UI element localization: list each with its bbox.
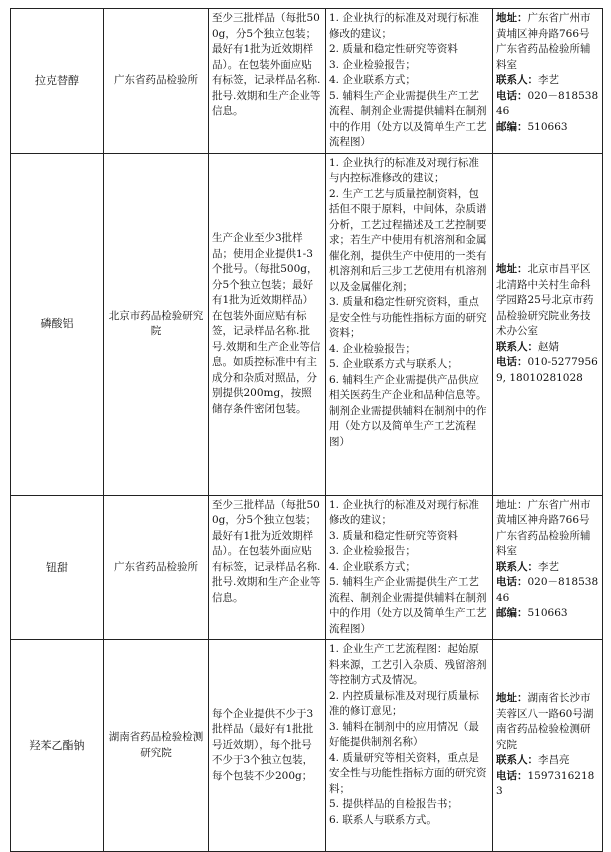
- phone-label: 电话：: [496, 769, 528, 782]
- table-row: [11, 640, 603, 852]
- table-row: [11, 153, 603, 495]
- submission-items: [326, 495, 493, 640]
- person-label: 联系人：: [496, 74, 538, 86]
- list-item: 1. 企业执行的标准及对现行标准修改的建议；: [329, 12, 479, 40]
- sample-requirements: 至少三批样品（每批500g，分5个独立包装；最好有1批为近效期样品）。在包装外面应贴有标签，记录样品名称.批号.效期和生产企业等信息。: [209, 9, 326, 154]
- list-item: 1. 企业执行的标准及对现行标准与内控标准修改的建议；: [329, 156, 479, 184]
- phone-label: 电话：: [496, 89, 528, 102]
- address-label: 地址：: [496, 263, 528, 275]
- table-row: [11, 9, 603, 154]
- drug-name: 钮甜: [11, 495, 104, 640]
- address: 湖南省长沙市芙蓉区八一路60号湖南省药品检验检测研究院: [496, 692, 594, 751]
- drug-name: 羟苯乙酯钠: [11, 640, 104, 852]
- list-item: 1. 企业执行的标准及对现行标准修改的建议；: [329, 498, 479, 526]
- contact-info: [493, 495, 603, 640]
- sample-requirements: 每个企业提供不少于3批样品（最好有1批批号近效期），每个批号不少于3个独立包装，每个包装不少200g；: [209, 640, 326, 852]
- address-label: 地址：: [496, 12, 528, 24]
- contact-info: [493, 640, 603, 852]
- submission-items: [326, 640, 493, 852]
- postcode: 510663: [527, 607, 568, 619]
- sample-requirements: 至少三批样品（每批500g，分5个独立包装；最好有1批为近效期样品）。在包装外面应贴有标签，记录样品名称.批号.效期和生产企业等信息。: [209, 495, 326, 640]
- person-label: 联系人：: [496, 340, 538, 353]
- contact-person: 李艺: [538, 560, 559, 573]
- list-item: 6. 联系人与联系方式。: [329, 813, 437, 826]
- drug-name: 磷酸铝: [11, 153, 104, 495]
- post-label: 邮编：: [496, 120, 528, 133]
- address: 广东省广州市黄埔区神舟路766号广东省药品检验所辅料室: [496, 12, 591, 71]
- contact-info: [493, 9, 603, 154]
- phone: 15973162183: [496, 769, 595, 798]
- phone-label: 电话：: [496, 356, 528, 368]
- institute-name: 北京市药品检验研究院: [104, 153, 209, 495]
- post-label: 邮编：: [496, 607, 528, 619]
- institute-name: 广东省药品检验所: [104, 495, 209, 640]
- contact-info: [493, 153, 603, 495]
- submission-items: [326, 9, 493, 154]
- contact-person: 赵婧: [538, 340, 559, 353]
- phone-label: 电话：: [496, 576, 528, 588]
- list-item: 5. 辅料生产企业需提供生产工艺流程、制剂企业需提供辅料在制剂中的作用（处方以及简单生产工艺流程图）: [329, 89, 487, 148]
- contact-person: 李昌亮: [538, 754, 570, 767]
- list-item: 5. 辅料生产企业需提供生产工艺流程、制剂企业需提供辅料在制剂中的作用（处方以及简单生产工艺流程图）: [329, 576, 487, 635]
- phone: 020－81853846: [496, 576, 599, 604]
- phone: 020－81853846: [496, 89, 599, 117]
- list-item: 5. 企业联系方式与联系人；: [329, 358, 458, 370]
- list-item: 6. 辅料生产企业需提供产品供应相关医药生产企业和品种信息等。制剂企业需提供辅料在制剂中的作用（处方以及简单生产工艺流程图）: [329, 373, 487, 448]
- list-item: 2. 质量和稳定性研究等资料: [329, 43, 458, 55]
- list-item: 3. 质量和稳定性研究资料，重点是安全性与功能性指标方面的研究资料；: [329, 296, 487, 339]
- institute-name: 广东省药品检验所: [104, 9, 209, 154]
- person-label: 联系人：: [496, 560, 538, 573]
- list-item: 4. 质量研究等相关资料，重点是安全性与功能性指标方面的研究资料；: [329, 751, 487, 795]
- list-item: 1. 企业生产工艺流程图：起始原料来源，工艺引入杂质、残留溶剂等控制方式及情况。: [329, 643, 487, 686]
- phone: 010-52779569, 18010281028: [496, 356, 598, 384]
- list-item: 3. 企业检验报告；: [329, 545, 416, 557]
- address: 北京市昌平区北清路中关村生命科学园路25号北京市药品检验研究院业务技术办公室: [496, 263, 594, 337]
- address: 广东省广州市黄埔区神舟路766号广东省药品检验所辅料室: [496, 498, 591, 557]
- drug-name: 拉克替醇: [11, 9, 104, 154]
- institute-name: 湖南省药品检验检测研究院: [104, 640, 209, 852]
- list-item: 5. 提供样品的自检报告书；: [329, 798, 458, 810]
- list-item: 2. 生产工艺与质量控制资料，包括但不限于原料，中间体，杂质谱分析，工艺过程描述及工艺控制要求；若生产中使用有机溶剂和金属催化剂，提供生产中使用的一类有机溶剂和后三步工艺使用有机溶剂以及金属催化剂；: [329, 187, 487, 293]
- contact-person: 李艺: [538, 74, 559, 86]
- table-row: [11, 495, 603, 640]
- list-item: 4. 企业联系方式；: [329, 74, 416, 86]
- list-item: 3. 企业检验报告；: [329, 58, 416, 71]
- list-item: 4. 企业检验报告；: [329, 342, 416, 355]
- address-label: 地址：: [496, 498, 528, 511]
- sample-requirements: 生产企业至少3批样品；使用企业提供1-3个批号。（每批500g，分5个独立包装；最好有1批为近效期样品）在包装外面应贴有标签，记录样品名称.批号.效期和生产企业等信息。如质控标准中有主成分和杂质对照品，分别提供200mg，按照储存条件密闭包装。: [209, 153, 326, 495]
- list-item: 4. 企业联系方式；: [329, 560, 416, 573]
- list-item: 3. 质量和稳定性研究等资料: [329, 529, 458, 542]
- list-item: 2. 内控质量标准及对现行质量标准的修订意见；: [329, 689, 479, 717]
- submission-items: [326, 153, 493, 495]
- person-label: 联系人：: [496, 754, 538, 767]
- requirements-table: [10, 8, 603, 852]
- list-item: 3. 辅料在制剂中的应用情况（最好能提供制剂名称）: [329, 720, 479, 748]
- postcode: 510663: [527, 120, 568, 133]
- address-label: 地址：: [496, 692, 528, 705]
